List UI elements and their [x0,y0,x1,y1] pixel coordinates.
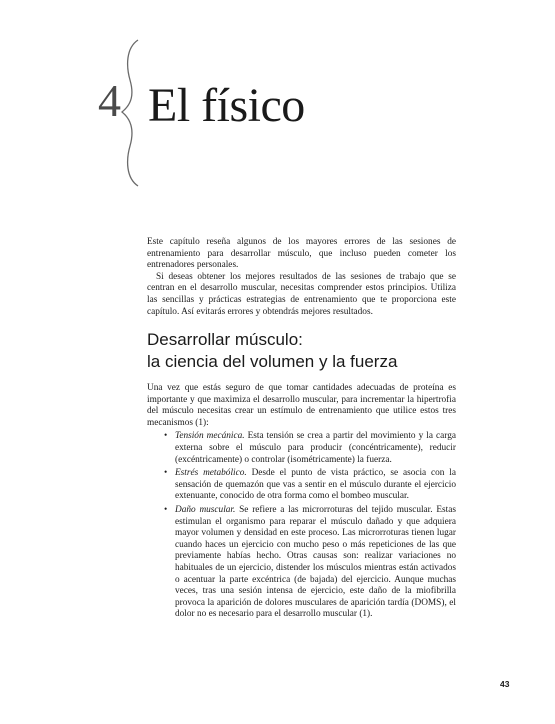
mechanism-term: Daño muscular. [175,504,236,515]
mechanism-text: Esta tensión se crea a partir del movimiento y la carga externa sobre el músculo para producir (concéntricamente), reducir (excéntricamente) o controlar (isométricamente) la fuerza. [175,431,456,465]
intro-paragraph: Si deseas obtener los mejores resultados de las sesiones de trabajo que se centran en el desarrollo muscular, necesitas comprender estos principios. Utiliza las sencillas y prácticas estrategias de entrenamiento que te proporciona este capítulo. Así evitarás errores y obtendrás mejores resultados. [147,271,456,317]
bullet-icon: • [164,468,168,479]
section-body [147,383,456,623]
list-item [164,431,456,466]
section-heading [147,329,397,373]
chapter-number: 4 [98,75,121,126]
mechanism-text: Desde el punto de vista práctico, se asocia con la sensación de quemazón que vas a sentir en el músculo durante el ejercicio extenuante, conocido de otra forma como el bombeo muscular. [175,468,456,502]
mechanism-text: Se refiere a las microrroturas del tejido muscular. Estas estimulan el organismo para reparar el músculo dañado y que adquiera mayor volumen y densidad en este proceso. Las microrroturas tienen lugar cuando haces un ejercicio con mucho peso o más repeticiones de las que previamente habías hecho. Otras causas son: realizar variaciones no habituales de un ejercicio, distender los músculos mientras están activados o acentuar la parte excéntrica (de bajada) del ejercicio. Aunque muchas veces, tras una sesión intensa de ejercicio, este daño de la miofibrilla provoca la aparición de dolores musculares de aparición tardía (DOMS), el dolor no es necesario para el desarrollo muscular (1). [175,504,456,620]
chapter-intro [147,237,456,318]
chapter-brace-ornament [112,38,148,188]
bullet-icon: • [164,504,168,515]
list-item [164,504,456,621]
section-heading-line: Desarrollar músculo: [147,330,303,349]
page-number: 43 [500,679,510,689]
mechanism-term: Tensión mecánica. [175,431,245,442]
chapter-title: El físico [148,79,305,132]
mechanisms-list [147,431,456,621]
list-item [164,468,456,503]
mechanism-term: Estrés metabólico. [175,468,247,479]
section-lead-paragraph: Una vez que estás seguro de que tomar cantidades adecuadas de proteína es importante y que maximiza el desarrollo muscular, para incrementar la hipertrofia del músculo necesitas crear un estímulo de entrenamiento que utilice estos tres mecanismos (1): [147,383,456,428]
intro-paragraph: Este capítulo reseña algunos de los mayores errores de las sesiones de entrenamiento para desarrollar músculo, que incluso pueden cometer los entrenadores personales. [147,237,456,271]
bullet-icon: • [164,431,168,442]
section-heading-line: la ciencia del volumen y la fuerza [147,352,398,371]
